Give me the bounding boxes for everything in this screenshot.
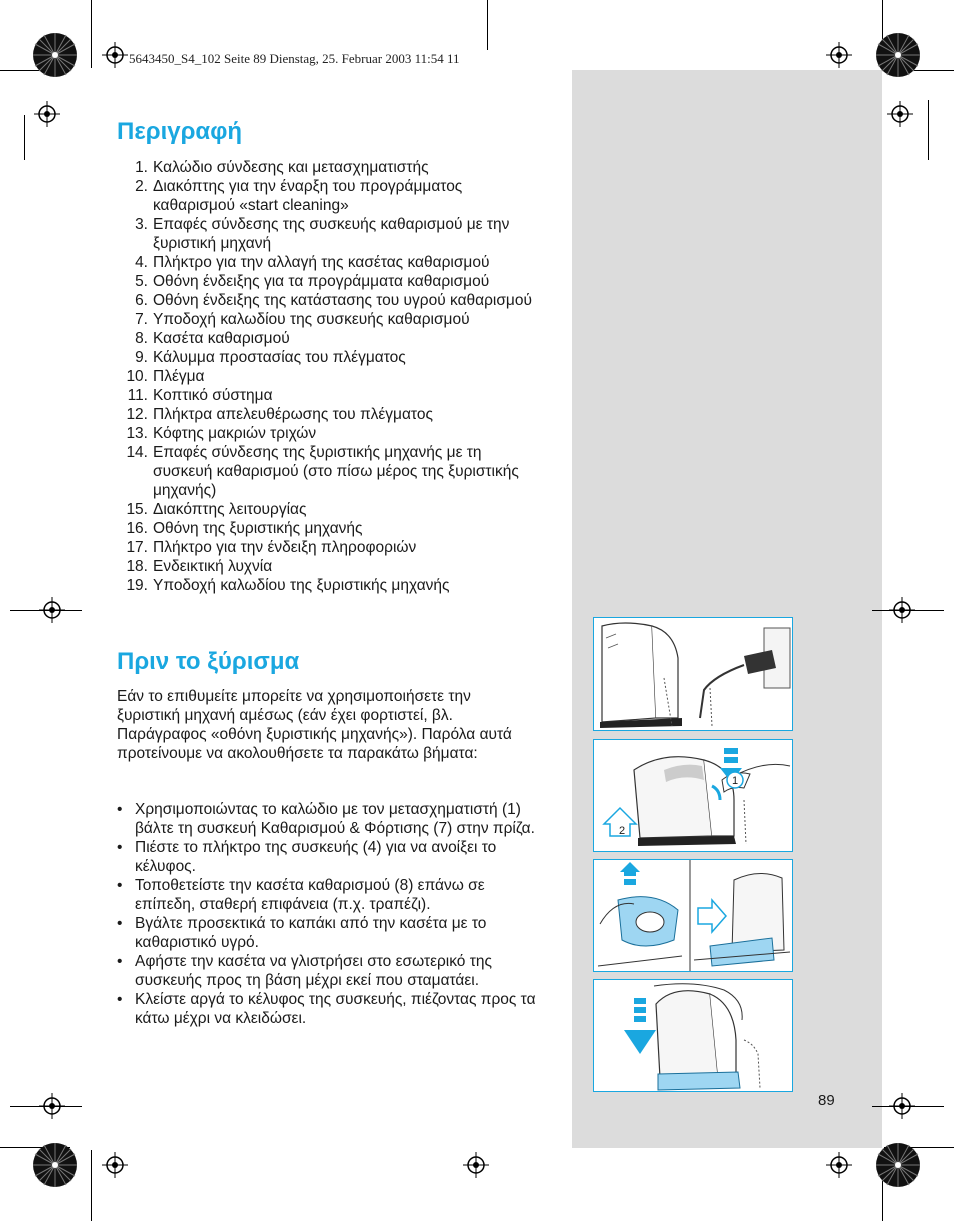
item-number: 16. xyxy=(126,520,148,537)
step-text: Τοποθετείστε την κασέτα καθαρισμού (8) επάνω σε επίπεδη, σταθερή επιφάνεια (π.χ. τραπέζι). xyxy=(135,877,485,913)
illustration-open-housing xyxy=(593,739,793,852)
bullet: • xyxy=(117,991,123,1008)
illustration-plug-in xyxy=(593,617,793,731)
item-text: Επαφές σύνδεσης της συσκευής καθαρισμού με την ξυριστική μηχανή xyxy=(153,216,510,252)
item-number: 14. xyxy=(126,444,148,461)
registration-mark-icon xyxy=(826,1152,852,1178)
bullet: • xyxy=(117,953,123,970)
list-item xyxy=(112,519,542,538)
item-number: 7. xyxy=(135,311,148,328)
item-number: 5. xyxy=(135,273,148,290)
item-text: Κάλυμμα προστασίας του πλέγματος xyxy=(153,349,406,366)
registration-mark-icon xyxy=(889,597,915,623)
item-number: 19. xyxy=(126,577,148,594)
item-text: Κοπτικό σύστημα xyxy=(153,387,273,404)
item-text: Οθόνη ένδειξης για τα προγράμματα καθαρισμού xyxy=(153,273,490,290)
list-item xyxy=(112,158,542,177)
illustration-close-housing xyxy=(593,979,793,1092)
list-item xyxy=(112,310,542,329)
bullet: • xyxy=(117,839,123,856)
item-number: 2. xyxy=(135,178,148,195)
step-text: Βγάλτε προσεκτικά το καπάκι από την κασέτα με το καθαριστικό υγρό. xyxy=(135,915,487,951)
corner-rosette-icon xyxy=(875,32,921,78)
item-number: 10. xyxy=(126,368,148,385)
item-number: 3. xyxy=(135,216,148,233)
parts-list xyxy=(112,158,542,595)
list-item xyxy=(112,272,542,291)
step-text: Κλείστε αργά το κέλυφος της συσκευής, πιέζοντας προς τα κάτω μέχρι να κλειδώσει. xyxy=(135,991,536,1027)
registration-mark-icon xyxy=(39,1093,65,1119)
print-header: 5643450_S4_102 Seite 89 Dienstag, 25. Februar 2003 11:54 11 xyxy=(129,51,460,66)
item-text: Επαφές σύνδεσης της ξυριστικής μηχανής με τη συσκευή καθαρισμού (στο πίσω μέρος της ξυριστικής μηχανής) xyxy=(153,444,519,499)
registration-mark-icon xyxy=(463,1152,489,1178)
list-item xyxy=(112,367,542,386)
item-number: 17. xyxy=(126,539,148,556)
registration-mark-icon xyxy=(889,1093,915,1119)
registration-mark-icon xyxy=(39,597,65,623)
page-number: 89 xyxy=(818,1092,835,1109)
item-number: 12. xyxy=(126,406,148,423)
item-number: 11. xyxy=(127,387,148,404)
item-text: Πλήκτρα απελευθέρωσης του πλέγματος xyxy=(153,406,433,423)
registration-mark-icon xyxy=(34,101,60,127)
item-number: 4. xyxy=(135,254,148,271)
item-text: Οθόνη ένδειξης της κατάστασης του υγρού καθαρισμού xyxy=(153,292,532,309)
item-text: Υποδοχή καλωδίου της ξυριστικής μηχανής xyxy=(153,577,450,594)
intro-paragraph: Εάν το επιθυμείτε μπορείτε να χρησιμοποιήσετε την ξυριστική μηχανή αμέσως (εάν έχει φορτιστεί, βλ. Παράγραφος «οθόνη ξυριστικής μηχανής»). Παρόλα αυτά προτείνουμε να ακολουθήσετε τα παρακάτω βήματα: xyxy=(117,688,512,762)
item-text: Κασέτα καθαρισμού xyxy=(153,330,290,347)
list-item xyxy=(112,557,542,576)
item-text: Υποδοχή καλωδίου της συσκευής καθαρισμού xyxy=(153,311,470,328)
registration-mark-icon xyxy=(826,42,852,68)
bullet: • xyxy=(117,877,123,894)
list-item xyxy=(112,329,542,348)
item-text: Διακόπτης για την έναρξη του προγράμματος καθαρισμού «start cleaning» xyxy=(153,178,463,214)
section-title-description: Περιγραφή xyxy=(117,118,243,145)
item-text: Διακόπτης λειτουργίας xyxy=(153,501,307,518)
item-text: Καλώδιο σύνδεσης και μετασχηματιστής xyxy=(153,159,429,176)
item-text: Οθόνη της ξυριστικής μηχανής xyxy=(153,520,363,537)
bullet: • xyxy=(117,915,123,932)
item-number: 15. xyxy=(126,501,148,518)
step-text: Χρησιμοποιώντας το καλώδιο με τον μετασχηματιστή (1) βάλτε τη συσκευή Καθαρισμού & Φόρτισης (7) στην πρίζα. xyxy=(135,801,535,837)
corner-rosette-icon xyxy=(875,1142,921,1188)
illustration-insert-cartridge xyxy=(593,859,793,972)
corner-rosette-icon xyxy=(32,32,78,78)
step-text: Αφήστε την κασέτα να γλιστρήσει στο εσωτερικό της συσκευής προς τη βάση μέχρι εκεί που σταματάει. xyxy=(135,953,492,989)
item-text: Κόφτης μακριών τριχών xyxy=(153,425,317,442)
list-item xyxy=(112,443,542,500)
list-item xyxy=(112,576,542,595)
list-item xyxy=(112,291,542,310)
step-text: Πιέστε το πλήκτρο της συσκευής (4) για να ανοίξει το κέλυφος. xyxy=(135,839,497,875)
list-item xyxy=(112,215,542,253)
steps-list xyxy=(117,800,547,1028)
registration-mark-icon xyxy=(102,1152,128,1178)
item-text: Πλήκτρο για την ένδειξη πληροφοριών xyxy=(153,539,417,556)
registration-mark-icon xyxy=(102,42,128,68)
registration-mark-icon xyxy=(887,101,913,127)
bullet: • xyxy=(117,801,123,818)
crop-mark xyxy=(487,0,488,50)
crop-mark xyxy=(91,0,92,68)
list-item xyxy=(112,424,542,443)
list-item xyxy=(112,386,542,405)
item-text: Πλέγμα xyxy=(153,368,205,385)
list-item xyxy=(112,500,542,519)
list-item xyxy=(117,876,547,914)
crop-mark xyxy=(928,100,929,160)
step-label: 2 xyxy=(619,825,626,837)
list-item xyxy=(112,177,542,215)
list-item xyxy=(112,348,542,367)
item-number: 13. xyxy=(126,425,148,442)
item-number: 1. xyxy=(135,159,148,176)
list-item xyxy=(112,253,542,272)
section-title-before-shaving: Πριν το ξύρισμα xyxy=(117,648,300,675)
step-label: 1 xyxy=(732,775,739,787)
item-number: 18. xyxy=(126,558,148,575)
list-item xyxy=(117,838,547,876)
item-text: Ενδεικτική λυχνία xyxy=(153,558,273,575)
item-number: 9. xyxy=(135,349,148,366)
list-item xyxy=(117,990,547,1028)
list-item xyxy=(117,800,547,838)
corner-rosette-icon xyxy=(32,1142,78,1188)
item-text: Πλήκτρο για την αλλαγή της κασέτας καθαρισμού xyxy=(153,254,490,271)
list-item xyxy=(117,952,547,990)
list-item xyxy=(112,405,542,424)
crop-mark xyxy=(91,1150,92,1221)
list-item xyxy=(112,538,542,557)
crop-mark xyxy=(24,115,25,160)
list-item xyxy=(117,914,547,952)
item-number: 6. xyxy=(135,292,148,309)
item-number: 8. xyxy=(135,330,148,347)
